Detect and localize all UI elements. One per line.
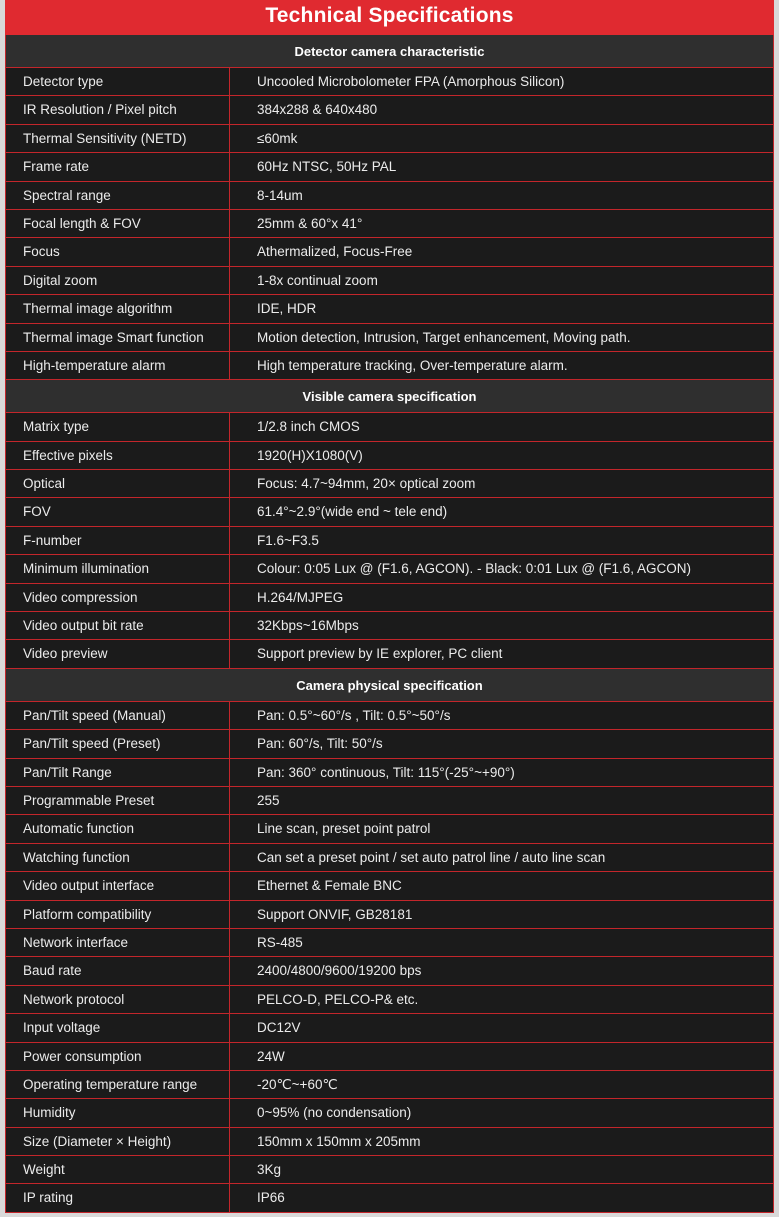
table-row bbox=[6, 640, 773, 668]
spec-label: Operating temperature range bbox=[6, 1071, 230, 1098]
spec-value: ≤60mk bbox=[257, 130, 298, 146]
spec-label: Programmable Preset bbox=[6, 787, 230, 814]
spec-label: Matrix type bbox=[6, 413, 230, 440]
spec-value: Support preview by IE explorer, PC client bbox=[257, 646, 503, 662]
spec-label: Baud rate bbox=[6, 957, 230, 984]
spec-value: Can set a preset point / set auto patrol line / auto line scan bbox=[257, 849, 606, 865]
spec-value: F1.6~F3.5 bbox=[257, 532, 319, 548]
spec-table bbox=[5, 35, 774, 1213]
table-row bbox=[6, 555, 773, 583]
table-row bbox=[6, 125, 773, 153]
spec-label: Watching function bbox=[6, 844, 230, 871]
spec-label: Pan/Tilt speed (Preset) bbox=[6, 730, 230, 757]
spec-value: Line scan, preset point patrol bbox=[257, 821, 431, 837]
spec-label: Network interface bbox=[6, 929, 230, 956]
spec-label: Network protocol bbox=[6, 986, 230, 1013]
spec-label: Automatic function bbox=[6, 815, 230, 842]
spec-label: Video output interface bbox=[6, 872, 230, 899]
table-row bbox=[6, 759, 773, 787]
spec-label: Pan/Tilt Range bbox=[6, 759, 230, 786]
table-row bbox=[6, 612, 773, 640]
spec-label: Humidity bbox=[6, 1099, 230, 1126]
spec-label: Spectral range bbox=[6, 182, 230, 209]
spec-label: IP rating bbox=[6, 1184, 230, 1211]
table-row bbox=[6, 413, 773, 441]
spec-label: Minimum illumination bbox=[6, 555, 230, 582]
spec-value: IP66 bbox=[257, 1190, 285, 1206]
spec-value: 3Kg bbox=[257, 1162, 282, 1178]
table-row bbox=[6, 815, 773, 843]
table-row bbox=[6, 210, 773, 238]
spec-value: 255 bbox=[257, 792, 280, 808]
table-row bbox=[6, 295, 773, 323]
section-header: Detector camera characteristic bbox=[6, 35, 773, 68]
table-row bbox=[6, 238, 773, 266]
spec-value: 150mm x 150mm x 205mm bbox=[257, 1133, 421, 1149]
spec-label: Focus bbox=[6, 238, 230, 265]
spec-label: Optical bbox=[6, 470, 230, 497]
section-header: Camera physical specification bbox=[6, 669, 773, 702]
spec-value: 2400/4800/9600/19200 bps bbox=[257, 963, 422, 979]
table-row bbox=[6, 527, 773, 555]
table-row bbox=[6, 584, 773, 612]
table-row bbox=[6, 872, 773, 900]
spec-value: Pan: 60°/s, Tilt: 50°/s bbox=[257, 736, 383, 752]
spec-label: Size (Diameter × Height) bbox=[6, 1128, 230, 1155]
spec-value: Pan: 360° continuous, Tilt: 115°(-25°~+90°) bbox=[257, 764, 515, 780]
spec-value: PELCO-D, PELCO-P& etc. bbox=[257, 991, 419, 1007]
table-row bbox=[6, 901, 773, 929]
spec-value: 1920(H)X1080(V) bbox=[257, 447, 363, 463]
spec-label: Video output bit rate bbox=[6, 612, 230, 639]
spec-label: Digital zoom bbox=[6, 267, 230, 294]
spec-value: 60Hz NTSC, 50Hz PAL bbox=[257, 159, 397, 175]
spec-value: 61.4°~2.9°(wide end ~ tele end) bbox=[257, 504, 448, 520]
spec-value: 384x288 & 640x480 bbox=[257, 102, 378, 118]
spec-value: 32Kbps~16Mbps bbox=[257, 618, 359, 634]
spec-value: RS-485 bbox=[257, 934, 303, 950]
spec-value: 8-14um bbox=[257, 187, 303, 203]
table-row bbox=[6, 957, 773, 985]
spec-value: Support ONVIF, GB28181 bbox=[257, 906, 413, 922]
spec-value: 24W bbox=[257, 1048, 285, 1064]
spec-label: F-number bbox=[6, 527, 230, 554]
spec-value: Focus: 4.7~94mm, 20× optical zoom bbox=[257, 476, 476, 492]
spec-label: Pan/Tilt speed (Manual) bbox=[6, 702, 230, 729]
table-row bbox=[6, 787, 773, 815]
spec-value: Pan: 0.5°~60°/s , Tilt: 0.5°~50°/s bbox=[257, 707, 451, 723]
spec-label: Thermal image Smart function bbox=[6, 324, 230, 351]
spec-value: 1-8x continual zoom bbox=[257, 272, 378, 288]
spec-value: Athermalized, Focus-Free bbox=[257, 244, 413, 260]
table-row bbox=[6, 442, 773, 470]
spec-label: Video compression bbox=[6, 584, 230, 611]
spec-label: FOV bbox=[6, 498, 230, 525]
table-row bbox=[6, 702, 773, 730]
spec-label: Video preview bbox=[6, 640, 230, 667]
table-row bbox=[6, 844, 773, 872]
table-row bbox=[6, 1099, 773, 1127]
spec-label: IR Resolution / Pixel pitch bbox=[6, 96, 230, 123]
spec-value: Ethernet & Female BNC bbox=[257, 878, 402, 894]
spec-value: -20℃~+60℃ bbox=[257, 1076, 338, 1092]
table-row bbox=[6, 352, 773, 380]
table-row bbox=[6, 153, 773, 181]
spec-label: High-temperature alarm bbox=[6, 352, 230, 379]
spec-label: Effective pixels bbox=[6, 442, 230, 469]
table-row bbox=[6, 986, 773, 1014]
table-row bbox=[6, 96, 773, 124]
table-row bbox=[6, 929, 773, 957]
spec-label: Platform compatibility bbox=[6, 901, 230, 928]
table-row bbox=[6, 1071, 773, 1099]
spec-value: 0~95% (no condensation) bbox=[257, 1105, 412, 1121]
table-row bbox=[6, 1128, 773, 1156]
spec-label: Weight bbox=[6, 1156, 230, 1183]
spec-value: Motion detection, Intrusion, Target enhancement, Moving path. bbox=[257, 329, 631, 345]
spec-label: Frame rate bbox=[6, 153, 230, 180]
table-row bbox=[6, 1184, 773, 1212]
table-row bbox=[6, 1043, 773, 1071]
table-row bbox=[6, 324, 773, 352]
spec-value: Colour: 0:05 Lux @ (F1.6, AGCON). - Black: 0:01 Lux @ (F1.6, AGCON) bbox=[257, 561, 692, 577]
page-title: Technical Specifications bbox=[5, 0, 774, 35]
spec-label: Thermal Sensitivity (NETD) bbox=[6, 125, 230, 152]
spec-label: Focal length & FOV bbox=[6, 210, 230, 237]
spec-value: High temperature tracking, Over-temperature alarm. bbox=[257, 357, 568, 373]
table-row bbox=[6, 498, 773, 526]
table-row bbox=[6, 68, 773, 96]
table-row bbox=[6, 470, 773, 498]
table-row bbox=[6, 267, 773, 295]
table-row bbox=[6, 1014, 773, 1042]
spec-value: 1/2.8 inch CMOS bbox=[257, 419, 360, 435]
spec-value: DC12V bbox=[257, 1020, 301, 1036]
spec-label: Power consumption bbox=[6, 1043, 230, 1070]
table-row bbox=[6, 730, 773, 758]
spec-label: Input voltage bbox=[6, 1014, 230, 1041]
section-header: Visible camera specification bbox=[6, 380, 773, 413]
spec-label: Detector type bbox=[6, 68, 230, 95]
table-row bbox=[6, 182, 773, 210]
spec-label: Thermal image algorithm bbox=[6, 295, 230, 322]
spec-value: IDE, HDR bbox=[257, 301, 317, 317]
spec-value: 25mm & 60°x 41° bbox=[257, 215, 363, 231]
spec-value: H.264/MJPEG bbox=[257, 589, 344, 605]
spec-value: Uncooled Microbolometer FPA (Amorphous Silicon) bbox=[257, 74, 565, 89]
table-row bbox=[6, 1156, 773, 1184]
